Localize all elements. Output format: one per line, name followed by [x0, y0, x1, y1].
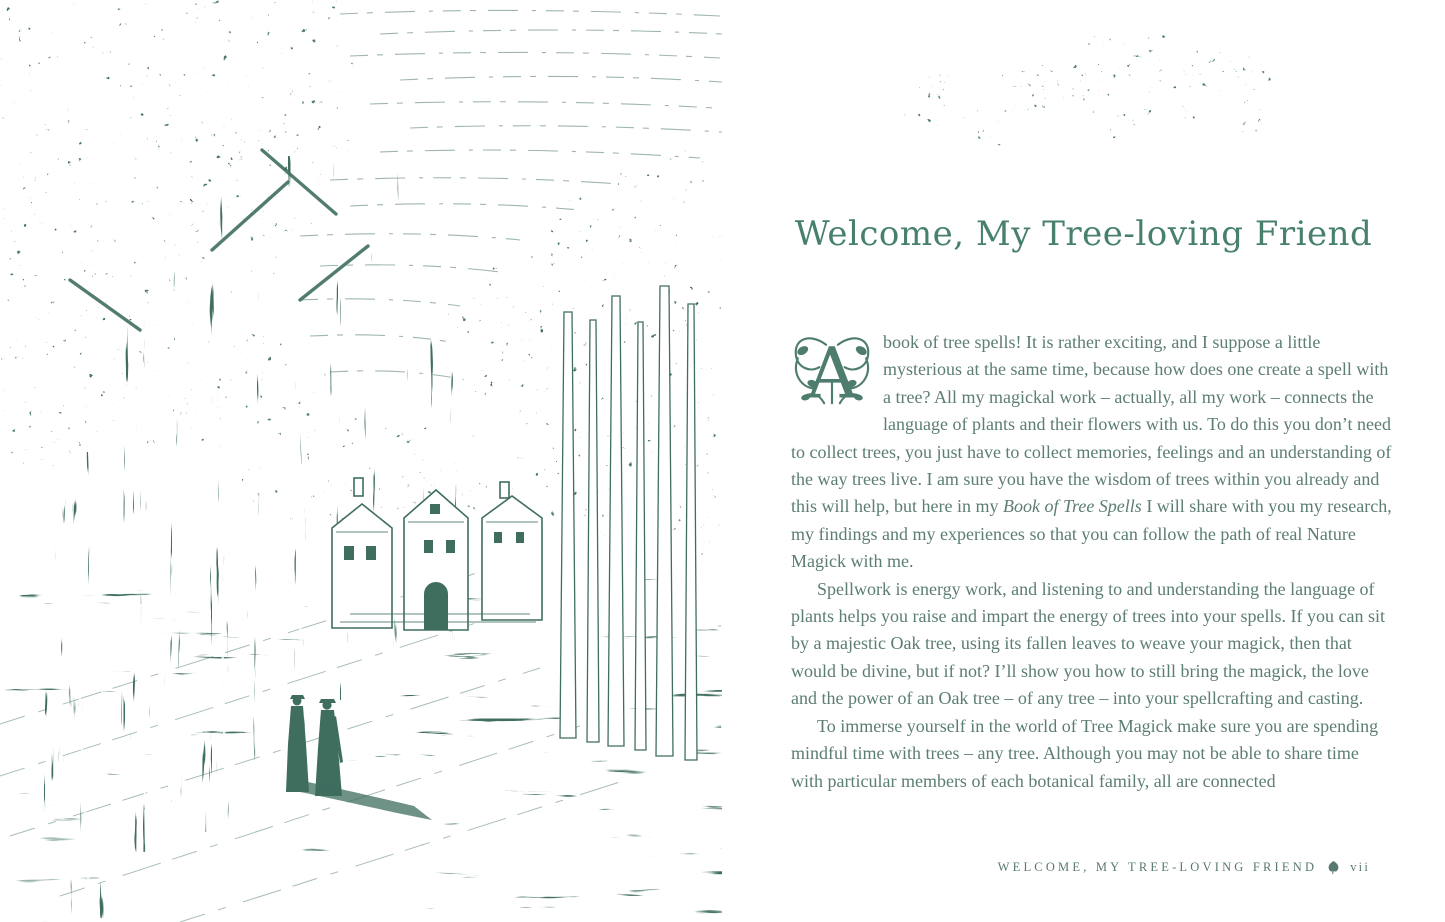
- intro-text-end: I will share with you my research, my findings and my experiences so that you can follow the path of real Nature Magick with me.: [791, 496, 1392, 572]
- holly-branch-illustration: [892, 14, 1276, 176]
- book-page: [722, 0, 1445, 922]
- chapter-title: Welcome, My Tree-loving Friend: [794, 214, 1373, 254]
- page-number: vii: [1350, 860, 1370, 874]
- running-footer: [998, 860, 1370, 875]
- woodland-illustration: [0, 0, 722, 922]
- running-head: WELCOME, MY TREE-LOVING FRIEND: [997, 860, 1318, 874]
- leaf-fleuron-icon: [1326, 860, 1341, 875]
- drop-cap-letter: A: [806, 332, 858, 415]
- paragraph: To immerse yourself in the world of Tree Magick make sure you are spending mindful time with trees – any tree. Although you may not be able to share time with particular members of each botanical family, all are connected: [791, 715, 1379, 791]
- woodland-engraving-svg: [0, 0, 722, 922]
- paragraph: Spellwork is energy work, and listening to and understanding the language of plants helps you raise and impart the energy of trees into your spells. If you can sit by a majestic Oak tree, using its fallen leaves to weave your magick, then that would be divine, but if not? I’ll show you how to still bring the magick, the love and the power of an Oak tree – of any tree – into your spellcrafting and casting.: [791, 578, 1386, 709]
- decorated-drop-cap: [791, 333, 873, 413]
- intro-paragraph: [791, 329, 1395, 576]
- intro-text-start: book of tree spells! It is rather exciting, and I suppose a little mysterious at the same time, because how does one create a spell with a tree? All my magickal work – actually, all my work – connects the language of plants and their flowers with us. To do this you don’t need to collect trees, you just have to collect memories, feelings and an understanding of the way trees live. I am sure you have the wisdom of trees within you already and this will help, but here in my: [791, 332, 1392, 517]
- book-title-reference: Book of Tree Spells: [1002, 496, 1142, 517]
- body-text: [791, 329, 1395, 795]
